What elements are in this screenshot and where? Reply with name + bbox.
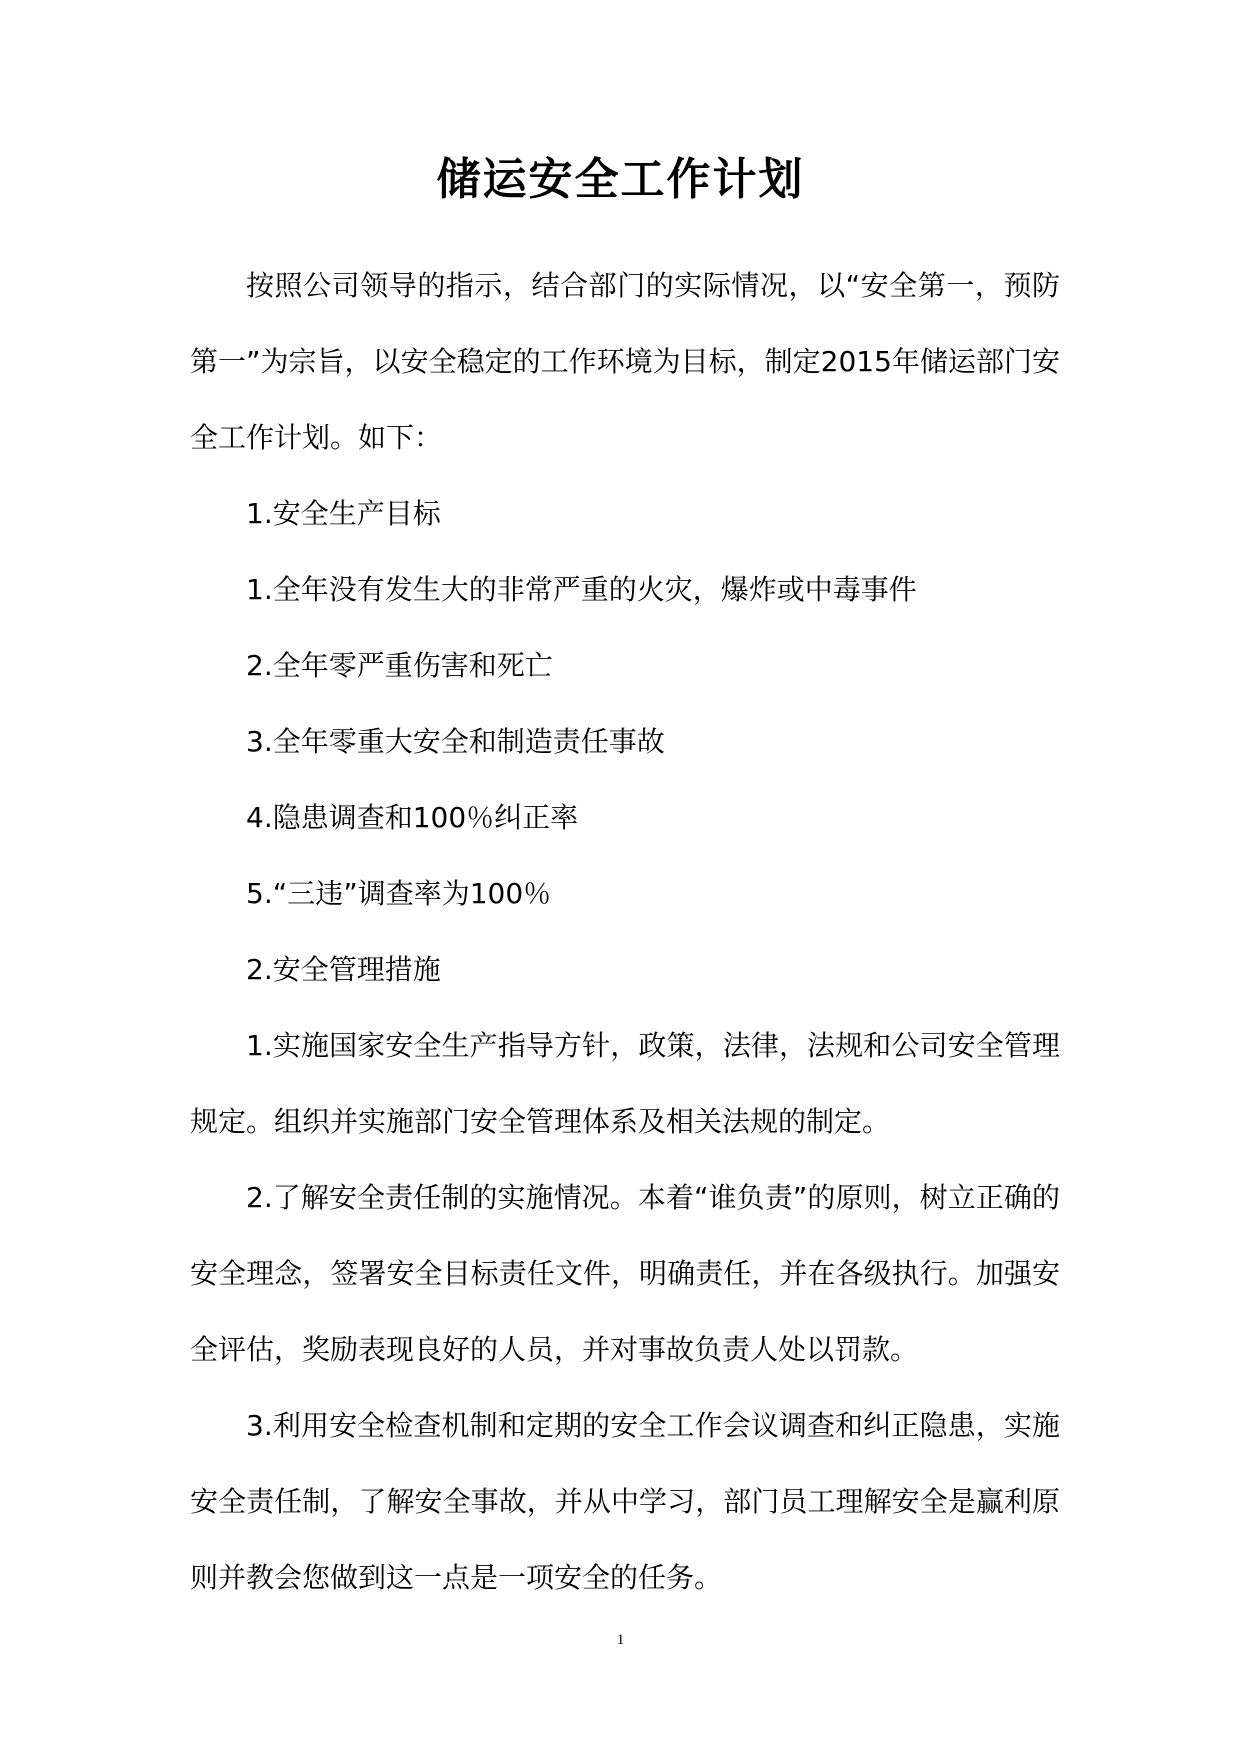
paragraph-measure-2: 2.了解安全责任制的实施情况。本着“谁负责”的原则，树立正确的安全理念，签署安全目标责任文件，明确责任，并在各级执行。加强安全评估，奖励表现良好的人员，并对事故负责人处以罚款。	[190, 1181, 1060, 1366]
paragraph-measure-1: 1.实施国家安全生产指导方针，政策，法律，法规和公司安全管理规定。组织并实施部门安全管理体系及相关法规的制定。	[190, 1029, 1060, 1138]
list-item-goal-3: 3.全年零重大安全和制造责任事故	[246, 725, 665, 758]
paragraph-intro: 按照公司领导的指示，结合部门的实际情况，以“安全第一，预防第一”为宗旨，以安全稳定的工作环境为目标，制定2015年储运部门安全工作计划。如下：	[190, 269, 1060, 454]
page-number: 1	[616, 1632, 625, 1648]
list-item-goal-5: 5.“三违”调查率为100％	[246, 877, 552, 910]
paragraph-measure-3: 3.利用安全检查机制和定期的安全工作会议调查和纠正隐患，实施安全责任制，了解安全事故，并从中学习，部门员工理解安全是赢利原则并教会您做到这一点是一项安全的任务。	[190, 1409, 1060, 1594]
document-body	[190, 248, 1060, 1616]
document-title: 储运安全工作计划	[436, 154, 805, 205]
list-item-goal-2: 2.全年零严重伤害和死亡	[246, 649, 553, 682]
list-item-goal-4: 4.隐患调查和100％纠正率	[246, 801, 579, 834]
section-heading-goals: 1.安全生产目标	[246, 497, 441, 530]
section-heading-measures: 2.安全管理措施	[246, 953, 441, 986]
list-item-goal-1: 1.全年没有发生大的非常严重的火灾，爆炸或中毒事件	[246, 573, 917, 606]
